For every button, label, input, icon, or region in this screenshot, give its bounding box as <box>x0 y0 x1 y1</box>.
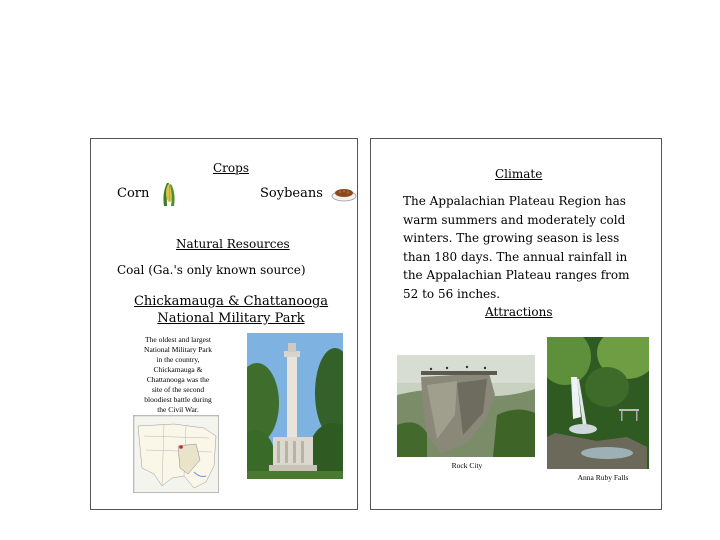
park-desc-line: National Military Park <box>144 345 212 354</box>
corn-label: Corn <box>117 186 150 201</box>
climate-line: The Appalachian Plateau Region has <box>403 194 626 208</box>
monument-photo <box>247 333 343 479</box>
park-desc-line: the Civil War. <box>157 405 199 414</box>
park-desc-line: The oldest and largest <box>145 335 211 344</box>
rock-city-caption: Rock City <box>451 461 483 470</box>
park-heading-line2: National Military Park <box>157 311 305 326</box>
climate-line: 52 to 56 inches. <box>403 286 501 301</box>
park-desc-line: in the country, <box>156 355 200 364</box>
anna-ruby-falls-photo <box>547 337 649 469</box>
climate-line: warm summers and moderately cold <box>403 212 626 227</box>
left-panel <box>90 138 358 510</box>
park-desc-line: Chickamauga & <box>153 365 203 374</box>
park-heading <box>131 293 331 327</box>
climate-line: the Appalachian Plateau ranges from <box>403 268 630 282</box>
climate-text <box>403 192 629 303</box>
anna-ruby-falls-caption: Anna Ruby Falls <box>577 473 629 482</box>
climate-line: winters. The growing season is less <box>403 231 620 245</box>
corn-image <box>161 181 177 207</box>
crops-heading: Crops <box>213 161 249 175</box>
climate-heading: Climate <box>495 167 543 181</box>
park-desc-line: bloodiest battle during <box>144 395 212 404</box>
right-panel <box>370 138 662 510</box>
park-heading-line1: Chickamauga & Chattanooga <box>133 294 329 309</box>
soybeans-label: Soybeans <box>260 186 323 201</box>
park-location-map <box>133 415 219 493</box>
park-description <box>133 335 223 415</box>
park-desc-line: site of the second <box>151 385 205 394</box>
climate-line: than 180 days. The annual rainfall in <box>403 249 628 264</box>
park-desc-line: Chattanooga was the <box>146 375 210 384</box>
attractions-heading: Attractions <box>485 305 553 319</box>
soybeans-image <box>331 184 357 202</box>
rock-city-photo <box>397 355 535 457</box>
natural-resources-heading: Natural Resources <box>176 237 290 251</box>
coal-text: Coal (Ga.'s only known source) <box>117 263 306 277</box>
